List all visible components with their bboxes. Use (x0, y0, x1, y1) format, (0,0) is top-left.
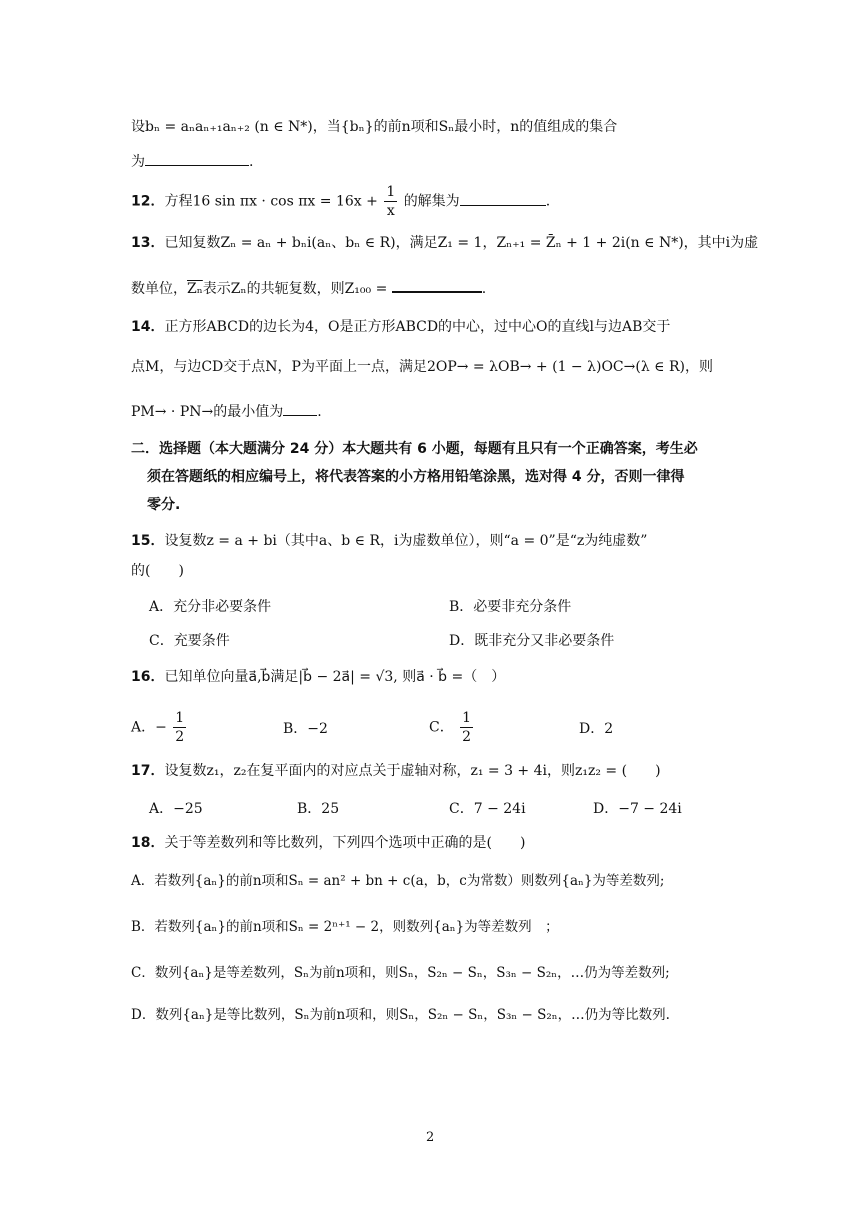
answer-blank (460, 191, 546, 206)
q12-frac-num: 1 (386, 184, 396, 200)
q14-line3-pre: PM→ · PN→ (131, 404, 214, 420)
q13-conjugate: $\overline{Z_n}$ (187, 281, 203, 297)
q17-option-d: D．−7 − 24i (593, 801, 682, 817)
q16-option-a (131, 709, 188, 746)
q15-line2: 的( ) (131, 563, 184, 579)
q13-line1 (131, 233, 758, 253)
q13-line2-post: 表示Zₙ的共轭复数，则Z₁₀₀ = (202, 281, 388, 297)
q12-pre: 方程16 sin πx · cos πx = 16x + (164, 193, 378, 210)
q17-number: 17． (131, 763, 165, 779)
answer-blank (145, 151, 249, 166)
q18-option-b: B．若数列{aₙ}的前n项和Sₙ = 2ⁿ⁺¹ − 2，则数列{aₙ}为等差数列 ； (131, 919, 559, 935)
q15-option-c: C．充要条件 (149, 633, 230, 649)
q12-tail: . (545, 193, 551, 210)
q18-stem (131, 833, 525, 853)
q13-tail: . (481, 281, 487, 297)
q16-number: 16． (131, 669, 165, 685)
q16-option-d: D．2 (579, 721, 614, 737)
q18-number: 18． (131, 835, 165, 851)
q11-line1: 设bₙ = aₙaₙ₊₁aₙ₊₂ (n ∈ N*)，当{bₙ}的前n项和Sₙ最小时，n的值组成的集合 (131, 119, 618, 135)
section2-heading-line1: 二．选择题（本大题满分 24 分）本大题共有 6 小题，每题有且只有一个正确答案，考生必 (131, 441, 698, 457)
q16-stem-text: 已知单位向量a⃗,b⃗满足|b⃗ − 2a⃗| = √3, 则a⃗ · b⃗ =（ ） (164, 669, 506, 685)
q12 (131, 183, 550, 220)
q18-option-c: C．数列{aₙ}是等差数列，Sₙ为前n项和，则Sₙ，S₂ₙ − Sₙ，S₃ₙ − S₂ₙ，…仍为等差数列; (131, 965, 670, 981)
q14-line2: 点M，与边CD交于点N，P为平面上一点，满足2OP→ = λOB→ + (1 − λ)OC→(λ ∈ R)，则 (131, 359, 713, 375)
q12-number: 12． (131, 193, 165, 210)
q18-option-d: D．数列{aₙ}是等比数列，Sₙ为前n项和，则Sₙ，S₂ₙ − Sₙ，S₃ₙ − S₂ₙ，…仍为等比数列. (131, 1007, 670, 1023)
q18-option-a: A．若数列{aₙ}的前n项和Sₙ = an² + bn + c(a，b，c为常数）则数列{aₙ}为等差数列; (131, 873, 665, 889)
q12-post: 的解集为 (403, 193, 460, 210)
q12-fraction (384, 183, 397, 220)
q16-option-a-num: 1 (175, 710, 185, 726)
q11-tail: . (249, 154, 254, 170)
q11-line2-text: 为 (131, 154, 145, 170)
q16-option-c-fraction (460, 709, 473, 746)
section2-heading-line2: 须在答题纸的相应编号上，将代表答案的小方格用铅笔涂黑，选对得 4 分，否则一律得 (147, 469, 685, 485)
q15-option-b: B．必要非充分条件 (449, 599, 572, 615)
q16-option-c-den: 2 (462, 729, 472, 745)
q17-stem-text: 设复数z₁，z₂在复平面内的对应点关于虚轴对称，z₁ = 3 + 4i，则z₁z₂ = ( ) (164, 763, 661, 779)
q13-number: 13． (131, 235, 165, 251)
q16-option-a-fraction (173, 709, 186, 746)
q16-option-a-den: 2 (175, 729, 185, 745)
q17-stem (131, 761, 661, 781)
q16-option-a-label: A．− (131, 719, 167, 736)
q14-line1 (131, 317, 670, 337)
q14-line3 (131, 401, 322, 422)
answer-blank (392, 277, 482, 293)
q16-stem (131, 667, 505, 687)
q15-line1 (131, 531, 647, 551)
q16-option-b: B．−2 (283, 721, 328, 737)
section2-heading-line3: 零分. (147, 497, 181, 513)
q14-line1-text: 正方形ABCD的边长为4，O是正方形ABCD的中心，过中心O的直线l与边AB交于 (164, 319, 671, 335)
q18-stem-text: 关于等差数列和等比数列，下列四个选项中正确的是( ) (164, 835, 526, 851)
answer-blank (283, 401, 317, 416)
q17-option-b: B．25 (297, 801, 340, 817)
q17-option-c: C．7 − 24i (449, 801, 526, 817)
q14-tail: . (317, 404, 322, 420)
q17-option-a: A．−25 (149, 801, 203, 817)
q14-line3-post: 的最小值为 (213, 404, 284, 420)
q15-number: 15． (131, 533, 165, 549)
q11-line2 (131, 151, 253, 172)
q16-option-c-label: C． (429, 719, 454, 736)
q13-line2-pre: 数单位， (131, 281, 187, 297)
q12-frac-den: x (386, 203, 395, 219)
q16-option-c-num: 1 (462, 710, 472, 726)
q15-option-d: D．既非充分又非必要条件 (449, 633, 615, 649)
q15-option-a: A．充分非必要条件 (149, 599, 272, 615)
page-number: 2 (426, 1130, 435, 1145)
q14-number: 14． (131, 319, 165, 335)
q13-line1-text: 已知复数Zₙ = aₙ + bₙi(aₙ、bₙ ∈ R)，满足Z₁ = 1，Zₙ₊₁ = Z̄ₙ + 1 + 2i(n ∈ N*)，其中i为虚 (164, 235, 759, 251)
q13-line2 (131, 277, 486, 299)
q16-option-c (429, 709, 475, 746)
q15-line1-text: 设复数z = a + bi（其中a、b ∈ R，i为虚数单位），则“a = 0”是“z为纯虚数” (164, 533, 648, 549)
